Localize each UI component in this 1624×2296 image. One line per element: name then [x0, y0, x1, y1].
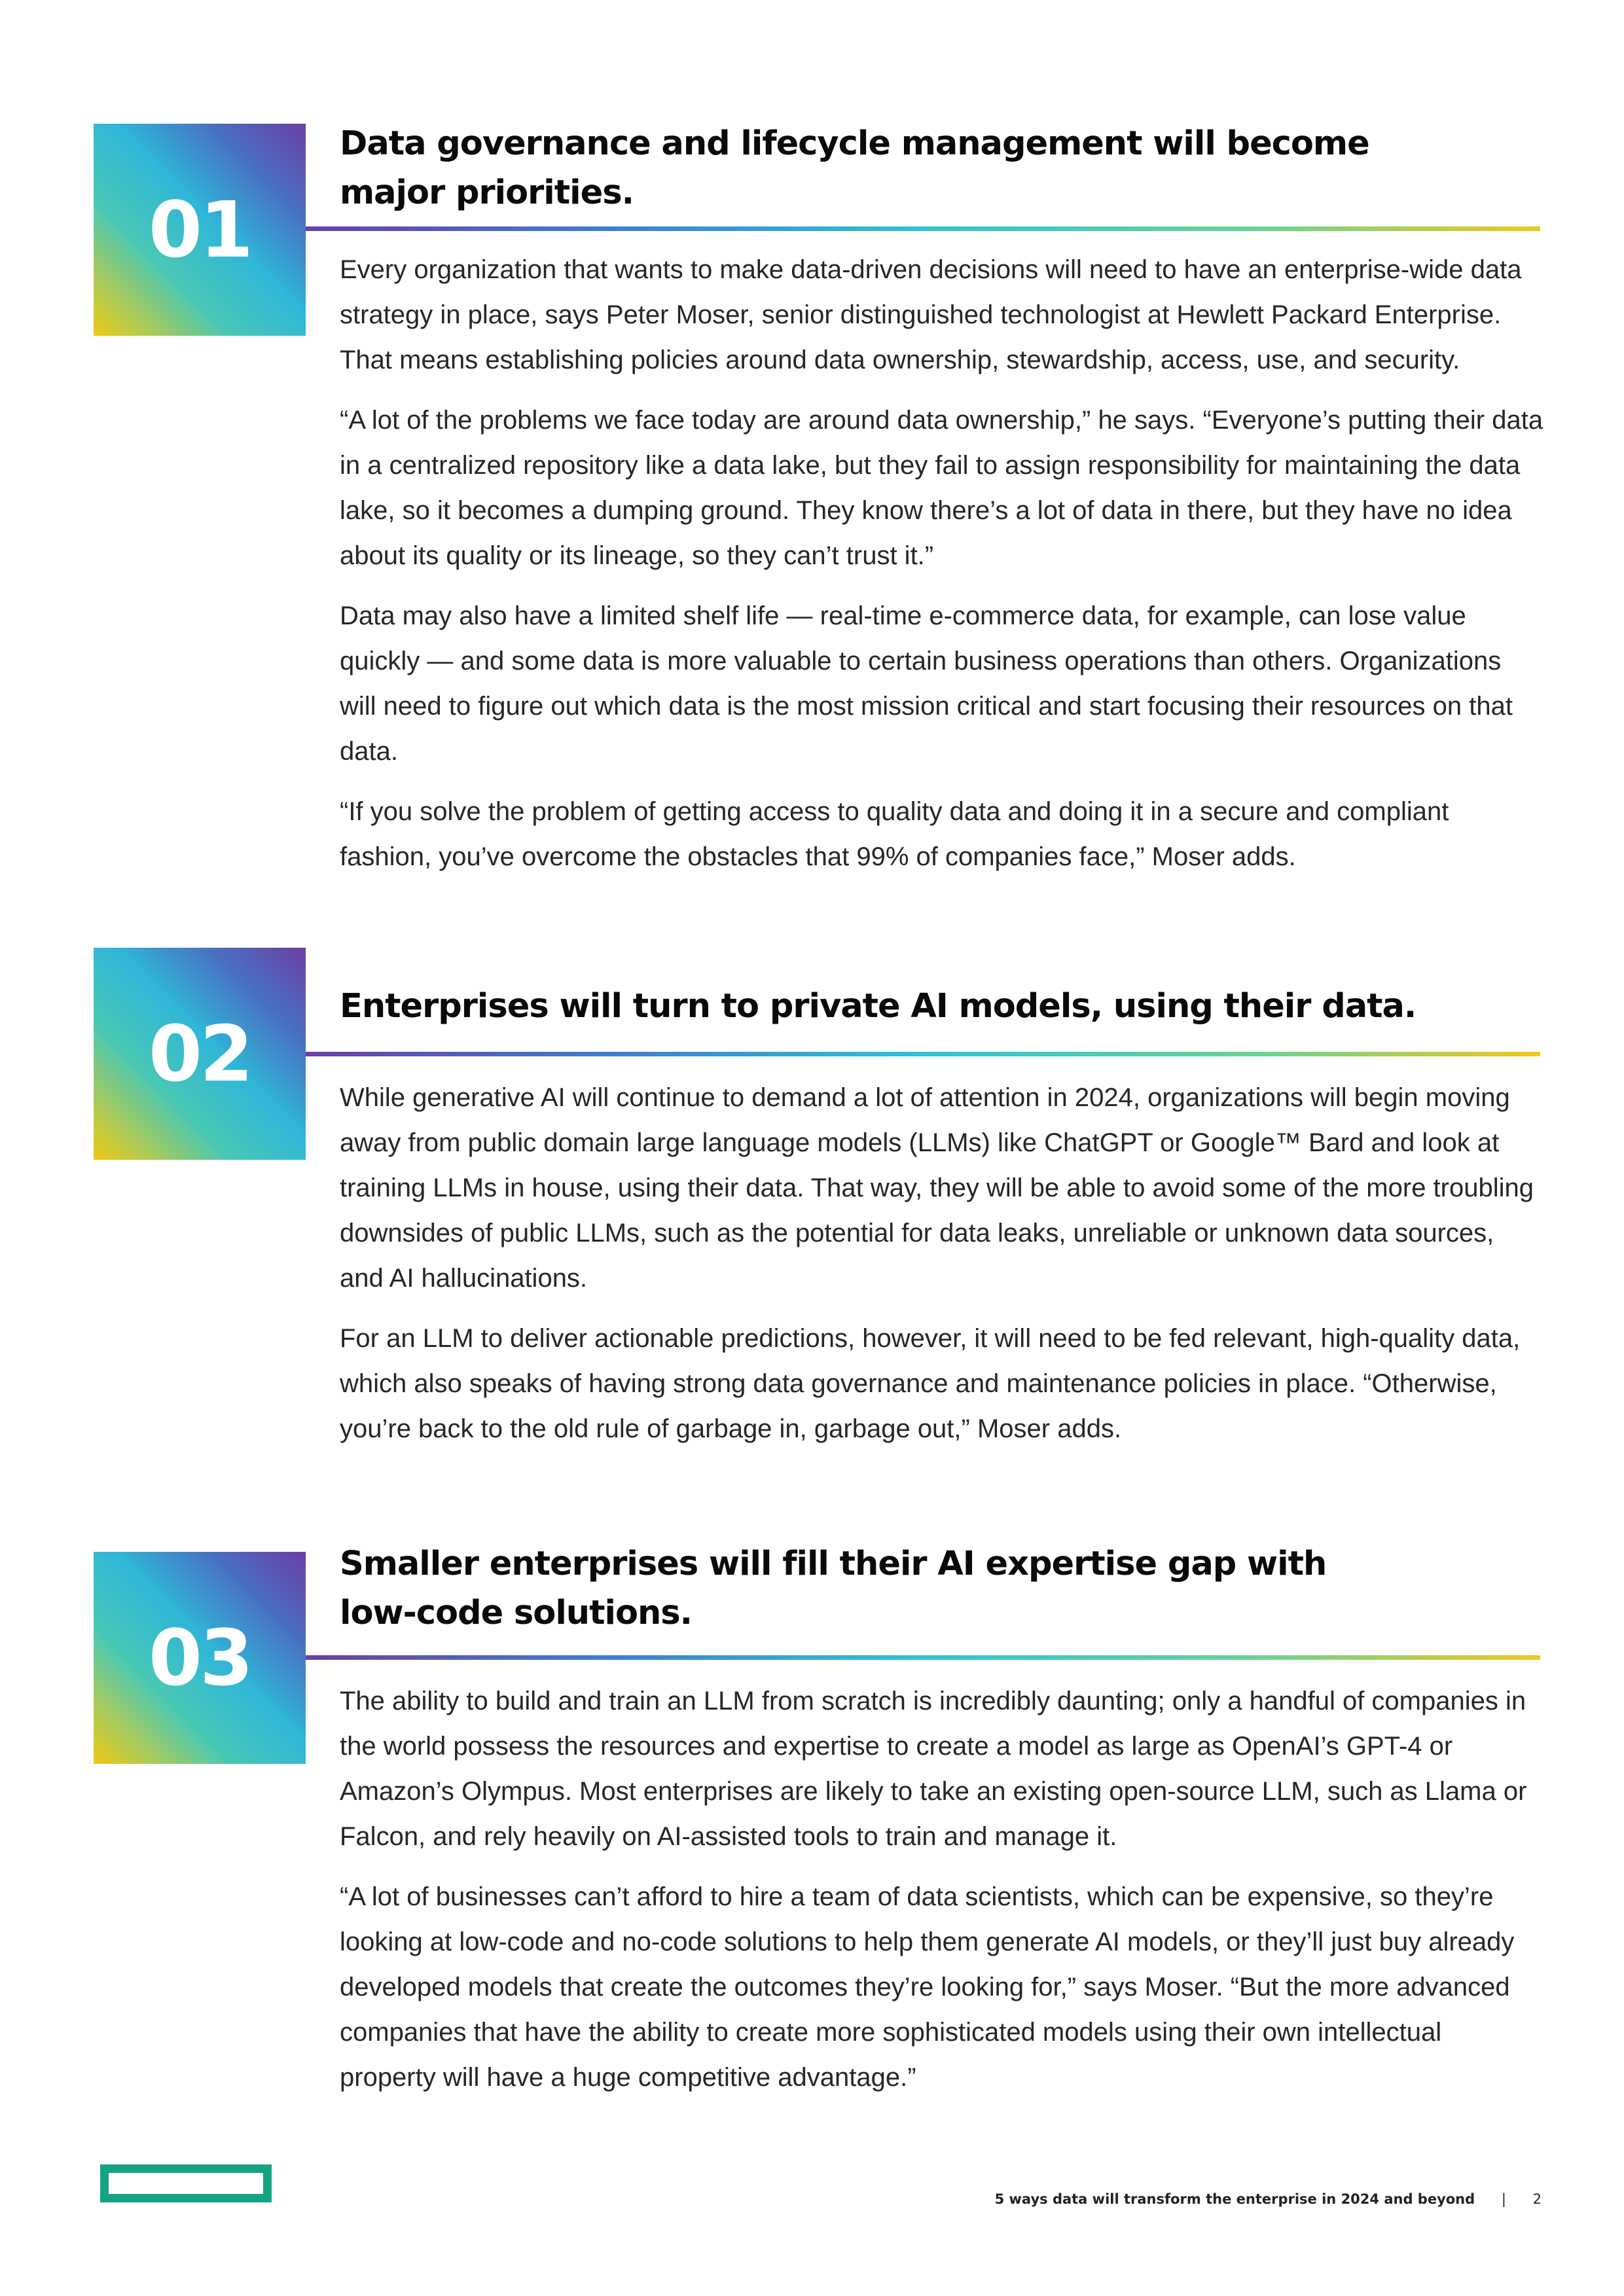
paragraph: “If you solve the problem of getting access to quality data and doing it in a secure and compliant fashion, you’ve overcome the obstacles that 99% of companies face,” Moser adds.: [340, 797, 1449, 871]
gradient-divider: [306, 226, 1540, 231]
paragraph: Every organization that wants to make data-driven decisions will need to have an enterprise-wide data strategy in place, says Peter Moser, senior distinguished technologist at Hewlett Packard Enterprise. That means establishing policies around data ownership, stewardship, access, use, and security.: [340, 255, 1522, 374]
paragraph: For an LLM to deliver actionable predictions, however, it will need to be fed relevant, high-quality data, which also speaks of having strong data governance and maintenance policies in place. “Otherwise, you’re back to the old rule of garbage in, garbage out,” Moser adds.: [340, 1324, 1521, 1443]
hpe-logo: [100, 2164, 272, 2202]
section-number: 01: [148, 185, 251, 275]
section-body: [340, 1075, 1544, 1467]
section-heading: [340, 982, 1518, 1031]
footer-title: 5 ways data will transform the enterprise in 2024 and beyond: [994, 2191, 1475, 2207]
paragraph: Data may also have a limited shelf life — real-time e-commerce data, for example, can lose value quickly — and some data is more valuable to certain business operations than others. Organizations will need to figure out which data is the most mission critical and start focusing their resources on that data.: [340, 601, 1513, 766]
section-number: 02: [148, 1009, 251, 1099]
footer-separator: |: [1501, 2191, 1506, 2207]
section-number-badge: [94, 124, 306, 336]
heading-line: major priorities.: [340, 173, 634, 212]
gradient-divider: [306, 1655, 1540, 1660]
paragraph: “A lot of the problems we face today are around data ownership,” he says. “Everyone’s putting their data in a centralized repository like a data lake, but they fail to assign responsibility for maintaining the data lake, so it becomes a dumping ground. They know there’s a lot of data in there, but they have no idea about its quality or its lineage, so they can’t trust it.”: [340, 406, 1543, 570]
gradient-divider: [306, 1052, 1540, 1056]
paragraph: “A lot of businesses can’t afford to hire a team of data scientists, which can be expensive, so they’re looking at low-code and no-code solutions to help them generate AI models, or they’ll just buy already developed models that create the outcomes they’re looking for,” says Moser. “But the more advanced companies that have the ability to create more sophisticated models using their own intellectual property will have a huge competitive advantage.”: [340, 1882, 1515, 2092]
section-number-badge: [94, 1552, 306, 1764]
heading-line: Enterprises will turn to private AI models, using their data.: [340, 987, 1416, 1026]
page-footer: [995, 2191, 1542, 2207]
section-body: [340, 1679, 1544, 2115]
section-body: [340, 247, 1544, 895]
paragraph: The ability to build and train an LLM from scratch is incredibly daunting; only a handful of companies in the world possess the resources and expertise to create a model as large as OpenAI’s GPT-4 or Amazon’s Olympus. Most enterprises are likely to take an existing open-source LLM, such as Llama or Falcon, and rely heavily on AI-assisted tools to train and manage it.: [340, 1687, 1527, 1851]
section-number-badge: [94, 948, 306, 1160]
page-number: 2: [1532, 2191, 1542, 2207]
paragraph: While generative AI will continue to demand a lot of attention in 2024, organizations will begin moving away from public domain large language models (LLMs) like ChatGPT or Google™ Bard and look at training LLMs in house, using their data. That way, they will be able to avoid some of the more troubling downsides of public LLMs, such as the potential for data leaks, unreliable or unknown data sources, and AI hallucinations.: [340, 1083, 1534, 1293]
heading-line: low-code solutions.: [340, 1594, 693, 1632]
section-heading: [340, 1539, 1518, 1638]
heading-line: Data governance and lifecycle management will become: [340, 124, 1369, 163]
section-heading: [340, 119, 1518, 217]
heading-line: Smaller enterprises will fill their AI expertise gap with: [340, 1545, 1327, 1583]
section-number: 03: [148, 1613, 251, 1703]
